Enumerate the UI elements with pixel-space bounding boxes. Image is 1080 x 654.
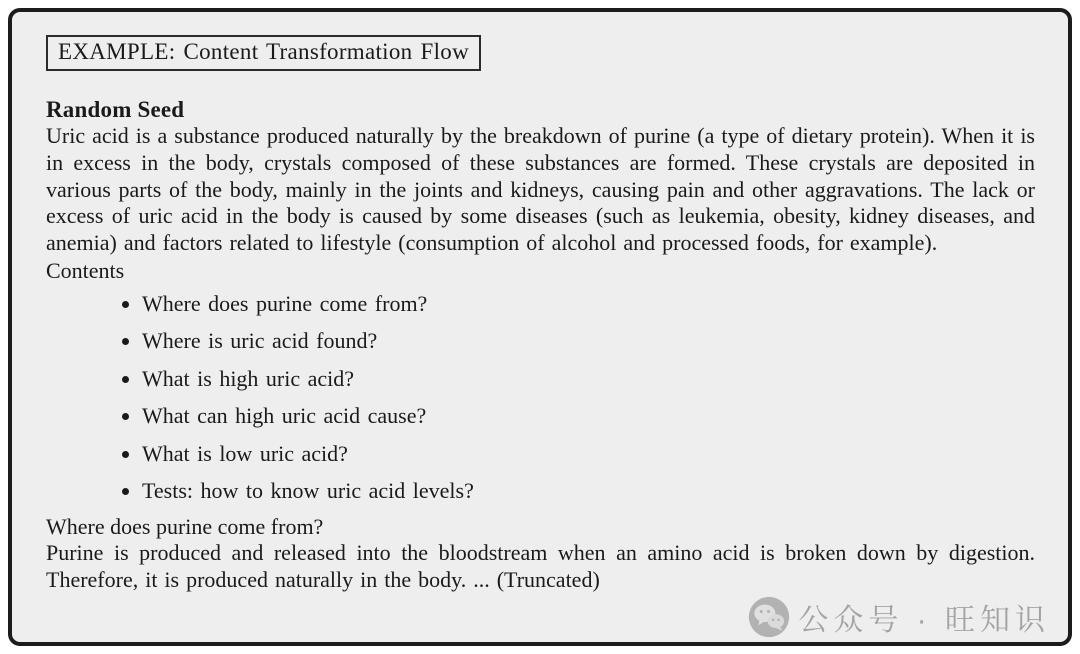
section-question: Where does purine come from? xyxy=(46,514,324,540)
contents-label: Contents xyxy=(46,257,125,283)
contents-list xyxy=(46,290,1035,505)
seed-paragraph: Uric acid is a substance produced naturally by the breakdown of purine (a type of dietary protein). When it is in excess in the body, crystals composed of these substances are formed. These crystals are deposited in various parts of the body, mainly in the joints and kidneys, causing pain and other aggravations. The lack or excess of uric acid in the body is caused by some diseases (such as leukemia, obesity, kidney diseases, and anemia) and factors related to lifestyle (consumption of alcohol and processed foods, for example). xyxy=(46,123,1035,256)
example-title: EXAMPLE: Content Transformation Flow xyxy=(58,39,470,64)
example-title-box xyxy=(46,35,481,71)
random-seed-heading: Random Seed xyxy=(46,97,185,122)
section-paragraph: Purine is produced and released into the bloodstream when an amino acid is broken down by digestion. Therefore, it is produced naturally in the body. ... (Truncated) xyxy=(46,540,1035,593)
list-item: • What is high uric acid? xyxy=(142,365,1035,392)
list-item: • Tests: how to know uric acid levels? xyxy=(142,477,1035,504)
list-item: • What is low uric acid? xyxy=(142,440,1035,467)
list-item: • What can high uric acid cause? xyxy=(142,402,1035,429)
example-box xyxy=(8,8,1072,646)
watermark-text: 公众号 · 旺知识 xyxy=(798,604,1050,637)
list-item: • Where does purine come from? xyxy=(142,290,1035,317)
list-item: • Where is uric acid found? xyxy=(142,327,1035,354)
